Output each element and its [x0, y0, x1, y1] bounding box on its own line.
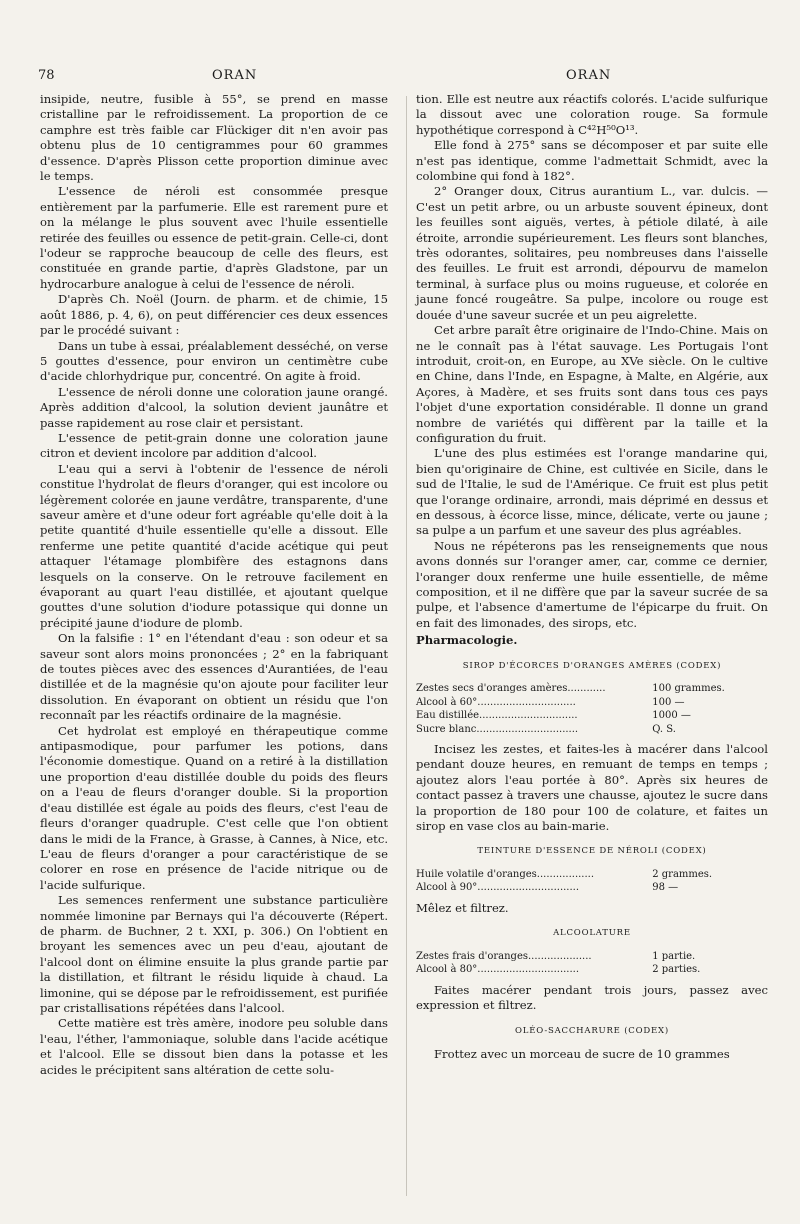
- quantity: 1000 —: [652, 710, 691, 722]
- recipe-row: [416, 950, 768, 964]
- running-head-right: ORAN: [566, 68, 612, 83]
- ingredient: Eau distillée...............................: [416, 710, 578, 722]
- paragraph: D'après Ch. Noël (Journ. de pharm. et de chimie, 15 août 1886, p. 4, 6), on peut différencier ces deux essences par le procédé suivant :: [40, 292, 388, 338]
- quantity: 1 partie.: [652, 950, 696, 962]
- paragraph: L'essence de néroli est consommée presque entièrement par la parfumerie. Elle est rarement pure et on la mélange le plus souvent avec l'huile essentielle retirée des feuilles ou essence de petit-grain. Celle-ci, dont l'odeur se rapproche beaucoup de celle des fleurs, est constituée en grande partie, d'après Gladstone, par un hydrocarbure analogue à celui de l'essence de néroli.: [40, 184, 388, 291]
- recipe-row: [416, 682, 768, 696]
- paragraph: Mêlez et filtrez.: [416, 900, 509, 915]
- paragraph: Incisez les zestes, et faites-les à macérer dans l'alcool pendant douze heures, en remuant de temps en temps ; ajoutez alors l'eau portée à 80°. Après six heures de contact passez à travers une chausse, ajoutez le sucre dans la proportion de 180 pour 100 de colature, et faites un sirop en vase clos au bain-marie.: [416, 742, 768, 834]
- quantity: 2 grammes.: [652, 868, 713, 880]
- recipe-row: [416, 963, 768, 977]
- recipe-row: [416, 881, 768, 895]
- ingredient: Sucre blanc................................: [416, 723, 579, 735]
- recipe-row: [416, 696, 768, 710]
- recipe-title: SIROP D'ÉCORCES D'ORANGES AMÈRES (CODEX): [462, 660, 722, 671]
- ingredient: Alcool à 90°................................: [416, 882, 580, 894]
- ingredient: Alcool à 80°................................: [416, 964, 580, 976]
- quantity: 2 parties.: [652, 964, 701, 976]
- ingredient: Zestes frais d'oranges....................: [416, 950, 592, 962]
- quantity: 98 —: [652, 882, 679, 894]
- recipe-title: TEINTURE D'ESSENCE DE NÉROLI (CODEX): [477, 846, 707, 857]
- paragraph: Les semences renferment une substance particulière nommée limonine par Bernays qui l'a découverte (Répert. de pharm. de Buchner, 2 t. XXI, p. 306.) On l'obtient en broyant les semences avec un peu d'eau, ajoutant de l'alcool dont on élimine ensuite la plus grande partie par la distillation, et filtrant le résidu liquide à chaud. La limonine, qui se dépose par le refroidissement, est purifiée par cristallisations répétées dans l'alcool.: [40, 893, 388, 1015]
- paragraph: Faites macérer pendant trois jours, passez avec expression et filtrez.: [416, 982, 768, 1013]
- paragraph: Nous ne répéterons pas les renseignements que nous avons donnés sur l'oranger amer, car, comme ce dernier, l'oranger doux renferme une huile essentielle, de même composition, et il ne diffère que par la saveur sucrée de sa pulpe, et l'absence d'amertume de l'épicarpe du fruit. On en fait des limonades, des sirops, etc.: [416, 538, 768, 630]
- paragraph: L'eau qui a servi à l'obtenir de l'essence de néroli constitue l'hydrolat de fleurs d'oranger, qui est incolore ou légèrement colorée en jaune verdâtre, transparente, d'une saveur amère et d'une odeur fort agréable qu'elle doit à la petite quantité d'huile essentielle qu'elle a dissout. Elle renferme une petite quantité d'acide acétique qui peut attaquer l'étamage plombifère des estagnons dans lesquels on la conserve. On le retrouve facilement en évaporant au quart l'eau distillée, et ajoutant quelque gouttes d'une solution d'iodure potassique qui donne un précipité jaune d'iodure de plomb.: [40, 461, 388, 630]
- paragraph: Cette matière est très amère, inodore peu soluble dans l'eau, l'éther, l'ammoniaque, soluble dans l'acide acétique et l'alcool. Elle se dissout bien dans la potasse et les acides le précipitent sans altération de cette solu-: [40, 1016, 388, 1077]
- recipe-table: [416, 868, 768, 895]
- paragraph: L'essence de néroli donne une coloration jaune orangé. Après addition d'alcool, la solution devient jaunâtre et passe rapidement au rose clair et persistant.: [40, 384, 388, 430]
- quantity: 100 —: [652, 696, 685, 708]
- paragraph: Cet hydrolat est employé en thérapeutique comme antipasmodique, pour parfumer les potions, dans l'économie domestique. Quand on a retiré à la distillation une proportion d'eau distillée double du poids des fleurs on a l'eau de fleurs d'oranger double. Si la proportion d'eau distillée est égale au poids des fleurs, c'est l'eau de fleurs d'oranger quadruple. C'est celle que l'on obtient dans le midi de la France, à Grasse, à Cannes, à Nice, etc. L'eau de fleurs d'oranger a pour caractéristique de se colorer en rose en présence de l'acide nitrique ou de l'acide sulfurique.: [40, 723, 388, 892]
- recipe-row: [416, 723, 768, 737]
- column-rule: [406, 96, 407, 1196]
- left-column: [40, 92, 388, 1078]
- quantity: Q. S.: [652, 723, 676, 735]
- quantity: 100 grammes.: [652, 683, 725, 695]
- recipe-table: [416, 950, 768, 977]
- paragraph: Frottez avec un morceau de sucre de 10 grammes: [434, 1046, 730, 1061]
- paragraph: On la falsifie : 1° en l'étendant d'eau : son odeur et sa saveur sont alors moins prononcées ; 2° en la fabriquant de toutes pièces avec des essences d'Aurantiées, de l'eau distillée et de la magnésie qu'on ajoute pour faciliter leur dissolution. En évaporant on obtient un résidu que l'on reconnaît par les réactifs ordinaire de la magnésie.: [40, 631, 388, 723]
- paragraph: insipide, neutre, fusible à 55°, se prend en masse cristalline par le refroidissement. La proportion de ce camphre est très faible car Flückiger dit n'en avoir pas obtenu plus de 10 centigrammes pour 60 grammes d'essence. D'après Plisson cette proportion diminue avec le temps.: [40, 92, 388, 184]
- ingredient: Zestes secs d'oranges amères............: [416, 683, 606, 695]
- recipe-table: [416, 682, 768, 736]
- paragraph: L'essence de petit-grain donne une coloration jaune citron et devient incolore par addition d'alcool.: [40, 430, 388, 461]
- paragraph: 2° Oranger doux, Citrus aurantium L., var. dulcis. — C'est un petit arbre, ou un arbuste souvent épineux, dont les feuilles sont aiguës, vertes, à pétiole dilaté, à aile étroite, arrondie supérieurement. Les fleurs sont blanches, très odorantes, solitaires, peu nombreuses dans l'aisselle des feuilles. Le fruit est arrondi, dépourvu de mamelon terminal, à surface plus ou moins rugueuse, et colorée en jaune foncé rougeâtre. Sa pulpe, incolore ou rouge est douée d'une saveur sucrée et un peu aigrelette.: [416, 184, 768, 322]
- paragraph: Elle fond à 275° sans se décomposer et par suite elle n'est pas identique, comme l'admettait Schmidt, avec la colombine qui fond à 182°.: [416, 138, 768, 184]
- recipe-row: [416, 709, 768, 723]
- page-number: 78: [38, 68, 55, 83]
- recipe-title: ALCOOLATURE: [553, 928, 631, 939]
- section-heading: Pharmacologie.: [416, 633, 518, 648]
- paragraph: Cet arbre paraît être originaire de l'Indo-Chine. Mais on ne le connaît pas à l'état sauvage. Les Portugais l'ont introduit, croit-on, en Europe, au XVe siècle. On le cultive en Chine, dans l'Inde, en Espagne, à Malte, en Algérie, aux Açores, à Madère, et ses fruits sont dans tous ces pays l'objet d'une exportation considérable. Il donne un grand nombre de variétés qui diffèrent par la taille et la configuration du fruit.: [416, 323, 768, 445]
- right-column: [416, 92, 768, 1062]
- recipe-row: [416, 868, 768, 882]
- ingredient: Huile volatile d'oranges..................: [416, 868, 595, 880]
- recipe-title: OLÉO-SACCHARURE (CODEX): [515, 1025, 669, 1036]
- paragraph: L'une des plus estimées est l'orange mandarine qui, bien qu'originaire de Chine, est cultivée en Sicile, dans le sud de l'Italie, le sud de l'Amérique. Ce fruit est plus petit que l'orange ordinaire, arrondi, mais déprimé en dessus et en dessous, à écorce lisse, mince, délicate, verte ou jaune ; sa pulpe a un parfum et une saveur des plus agréables.: [416, 446, 768, 538]
- paragraph: tion. Elle est neutre aux réactifs colorés. L'acide sulfurique la dissout avec une coloration rouge. Sa formule hypothétique correspond à C⁴²H⁵⁰O¹³.: [416, 92, 768, 137]
- running-head-left: ORAN: [212, 68, 258, 83]
- ingredient: Alcool à 60°...............................: [416, 696, 576, 708]
- paragraph: Dans un tube à essai, préalablement desséché, on verse 5 gouttes d'essence, pour environ un centimètre cube d'acide chlorhydrique pur, concentré. On agite à froid.: [40, 338, 388, 384]
